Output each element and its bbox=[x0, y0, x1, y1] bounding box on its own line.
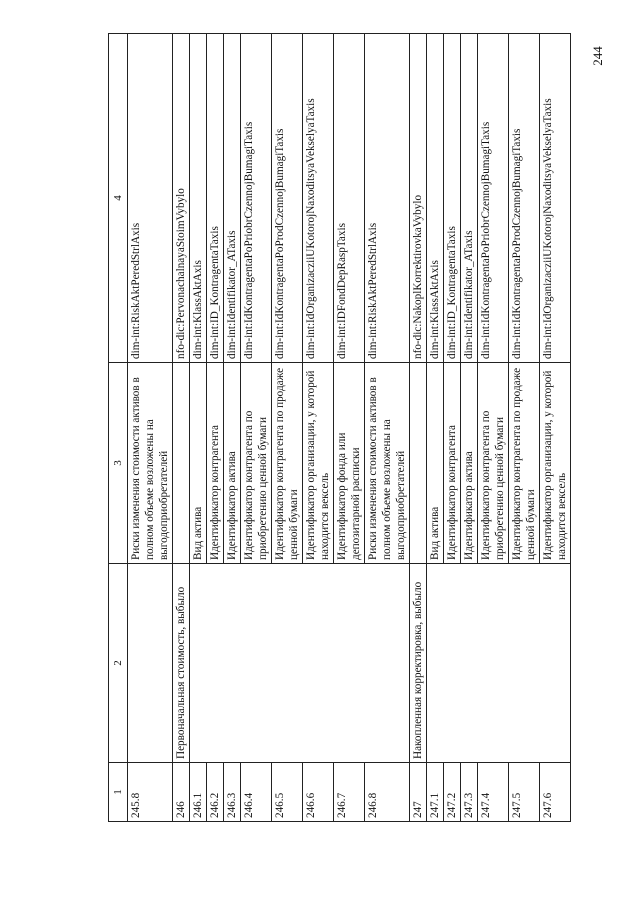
header-col-3: 3 bbox=[109, 363, 128, 564]
header-row bbox=[109, 34, 128, 822]
page-number: 244 bbox=[590, 46, 605, 66]
row-number-cell: 247 bbox=[410, 763, 427, 822]
table-row bbox=[509, 34, 540, 822]
row-number-cell: 246.6 bbox=[303, 763, 334, 822]
table-body bbox=[128, 34, 571, 822]
table-row bbox=[303, 34, 334, 822]
taxonomy-code-cell: dim-int:RiskAktPeredStrlAxis bbox=[365, 34, 410, 363]
header-col-1: 1 bbox=[109, 763, 128, 822]
table-row bbox=[173, 34, 190, 822]
indicator-label-cell: Идентификатор контрагента bbox=[207, 363, 224, 564]
taxonomy-code-cell: dim-int:IdKontragentaPoProdCzennojBumagiTaxis bbox=[509, 34, 540, 363]
indicator-group-cell bbox=[190, 564, 207, 763]
taxonomy-code-cell: dim-int:IdKontragentaPoPriobrCzennojBumagiTaxis bbox=[478, 34, 509, 363]
row-number-cell: 247.3 bbox=[461, 763, 478, 822]
indicator-group-cell bbox=[540, 564, 571, 763]
header-col-2: 2 bbox=[109, 564, 128, 763]
taxonomy-code-cell: dim-int:KlassAktAxis bbox=[190, 34, 207, 363]
indicator-label-cell: Риски изменения стоимости активов в полном объеме возложены на выгодоприобретателей bbox=[128, 363, 173, 564]
indicator-group-cell: Накопленная корректировка, выбыло bbox=[410, 564, 427, 763]
indicator-label-cell: Идентификатор контрагента по продаже ценной бумаги bbox=[509, 363, 540, 564]
header-col-4: 4 bbox=[109, 34, 128, 363]
row-number-cell: 247.2 bbox=[444, 763, 461, 822]
indicator-group-cell bbox=[224, 564, 241, 763]
taxonomy-code-cell: dim-int:RiskAktPeredStrlAxis bbox=[128, 34, 173, 363]
indicator-label-cell: Идентификатор актива bbox=[224, 363, 241, 564]
taxonomy-code-cell: dim-int:IdOrganizacziiUKotorojNaxoditsyaVekselyaTaxis bbox=[540, 34, 571, 363]
indicator-label-cell: Риски изменения стоимости активов в полном объеме возложены на выгодоприобретателей bbox=[365, 363, 410, 564]
row-number-cell: 246.7 bbox=[334, 763, 365, 822]
table-row bbox=[272, 34, 303, 822]
taxonomy-table bbox=[108, 33, 571, 822]
indicator-group-cell bbox=[303, 564, 334, 763]
indicator-label-cell bbox=[173, 363, 190, 564]
indicator-group-cell bbox=[427, 564, 444, 763]
table-row bbox=[190, 34, 207, 822]
table-row bbox=[207, 34, 224, 822]
indicator-label-cell bbox=[410, 363, 427, 564]
taxonomy-code-cell: dim-int:IDFondDepRaspTaxis bbox=[334, 34, 365, 363]
indicator-group-cell bbox=[272, 564, 303, 763]
indicator-label-cell: Идентификатор организации, у которой находится вексель bbox=[540, 363, 571, 564]
table-row bbox=[224, 34, 241, 822]
indicator-group-cell: Первоначальная стоимость, выбыло bbox=[173, 564, 190, 763]
taxonomy-code-cell: dim-int:IdKontragentaPoProdCzennojBumagiTaxis bbox=[272, 34, 303, 363]
row-number-cell: 246.5 bbox=[272, 763, 303, 822]
table-row bbox=[128, 34, 173, 822]
taxonomy-code-cell: nfo-dic:PervonachalnayaStoimVybylo bbox=[173, 34, 190, 363]
table-row bbox=[365, 34, 410, 822]
taxonomy-code-cell: dim-int:ID_KontragentaTaxis bbox=[444, 34, 461, 363]
row-number-cell: 245.8 bbox=[128, 763, 173, 822]
rotated-table-page bbox=[108, 62, 588, 822]
indicator-label-cell: Идентификатор организации, у которой находится вексель bbox=[303, 363, 334, 564]
row-number-cell: 247.4 bbox=[478, 763, 509, 822]
indicator-label-cell: Идентификатор контрагента bbox=[444, 363, 461, 564]
row-number-cell: 246.8 bbox=[365, 763, 410, 822]
indicator-label-cell: Вид актива bbox=[190, 363, 207, 564]
indicator-label-cell: Идентификатор контрагента по приобретению ценной бумаги bbox=[241, 363, 272, 564]
taxonomy-code-cell: dim-int:Identifikator_ATaxis bbox=[224, 34, 241, 363]
indicator-group-cell bbox=[128, 564, 173, 763]
row-number-cell: 247.1 bbox=[427, 763, 444, 822]
indicator-group-cell bbox=[461, 564, 478, 763]
row-number-cell: 246.1 bbox=[190, 763, 207, 822]
table-row bbox=[444, 34, 461, 822]
taxonomy-code-cell: dim-int:ID_KontragentaTaxis bbox=[207, 34, 224, 363]
indicator-label-cell: Идентификатор актива bbox=[461, 363, 478, 564]
table-row bbox=[540, 34, 571, 822]
row-number-cell: 246.4 bbox=[241, 763, 272, 822]
indicator-label-cell: Вид актива bbox=[427, 363, 444, 564]
table-row bbox=[241, 34, 272, 822]
indicator-group-cell bbox=[478, 564, 509, 763]
indicator-group-cell bbox=[365, 564, 410, 763]
table-row bbox=[410, 34, 427, 822]
table-row bbox=[478, 34, 509, 822]
indicator-group-cell bbox=[334, 564, 365, 763]
table-row bbox=[334, 34, 365, 822]
row-number-cell: 247.6 bbox=[540, 763, 571, 822]
row-number-cell: 247.5 bbox=[509, 763, 540, 822]
taxonomy-code-cell: dim-int:IdOrganizacziiUKotorojNaxoditsyaVekselyaTaxis bbox=[303, 34, 334, 363]
indicator-group-cell bbox=[241, 564, 272, 763]
table-row bbox=[427, 34, 444, 822]
taxonomy-code-cell: dim-int:Identifikator_ATaxis bbox=[461, 34, 478, 363]
indicator-label-cell: Идентификатор фонда или депозитарной расписки bbox=[334, 363, 365, 564]
taxonomy-code-cell: dim-int:IdKontragentaPoPriobrCzennojBumagiTaxis bbox=[241, 34, 272, 363]
indicator-group-cell bbox=[207, 564, 224, 763]
table-row bbox=[461, 34, 478, 822]
indicator-label-cell: Идентификатор контрагента по приобретению ценной бумаги bbox=[478, 363, 509, 564]
indicator-label-cell: Идентификатор контрагента по продаже ценной бумаги bbox=[272, 363, 303, 564]
taxonomy-code-cell: dim-int:KlassAktAxis bbox=[427, 34, 444, 363]
row-number-cell: 246.3 bbox=[224, 763, 241, 822]
row-number-cell: 246.2 bbox=[207, 763, 224, 822]
taxonomy-code-cell: nfo-dic:NakoplKorrektirovkaVybylo bbox=[410, 34, 427, 363]
indicator-group-cell bbox=[509, 564, 540, 763]
indicator-group-cell bbox=[444, 564, 461, 763]
row-number-cell: 246 bbox=[173, 763, 190, 822]
